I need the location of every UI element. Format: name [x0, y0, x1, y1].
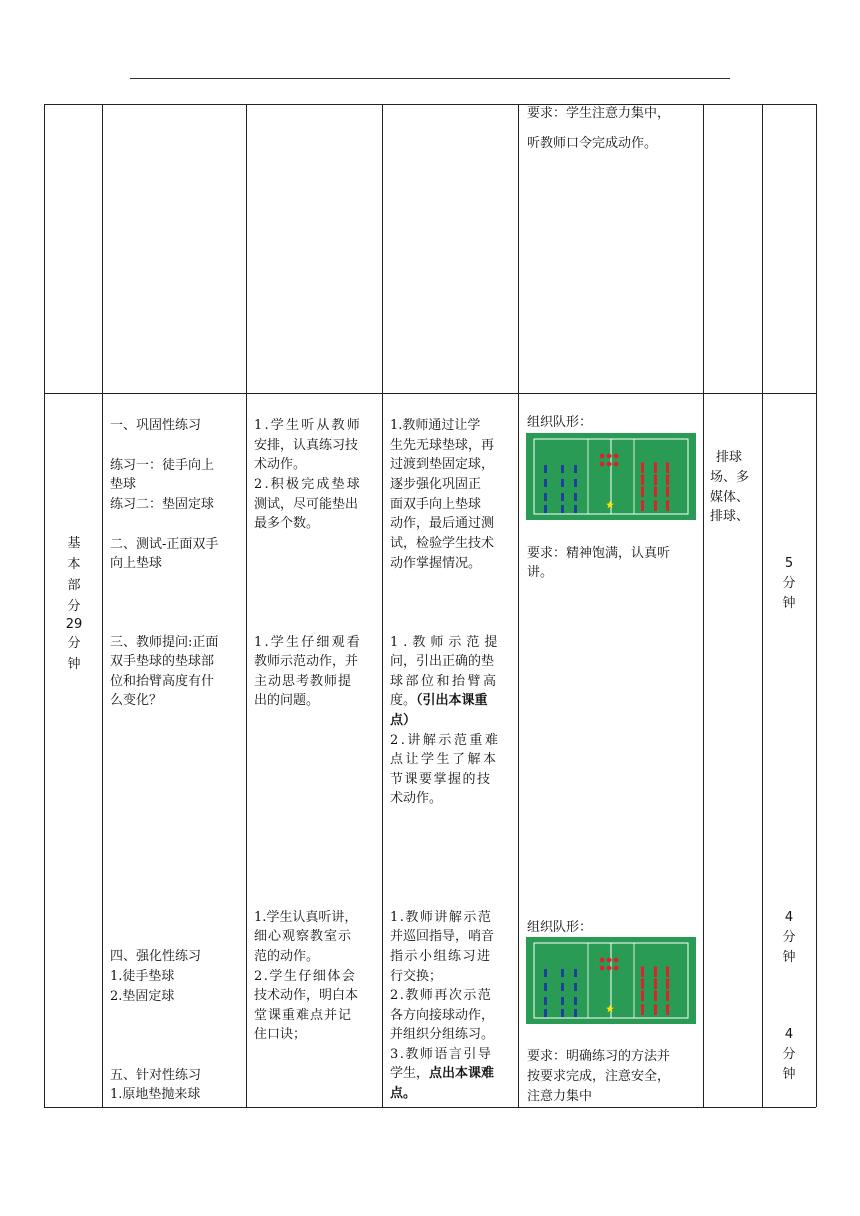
time-value: 4 [784, 910, 794, 925]
blue-student-marker [561, 479, 564, 487]
student-line: 出的问题。 [254, 693, 320, 708]
content-line: 么变化？ [110, 693, 163, 708]
teacher-line: 面双手向上垫球 [390, 497, 482, 512]
red-group-marker [607, 966, 612, 971]
formation-label: 组织队形： [527, 415, 593, 430]
col-line [703, 104, 704, 1107]
blue-student-marker [561, 1009, 564, 1017]
blue-student-marker [574, 479, 577, 487]
student-line: 住口诀； [254, 1027, 307, 1042]
teacher-text: 度。 [390, 693, 417, 708]
student-line: 最多个数。 [254, 516, 320, 531]
row-divider [44, 393, 816, 394]
formation-label: 组织队形： [527, 920, 593, 935]
blue-student-marker [561, 493, 564, 501]
teacher-line: 动作，最后通过测 [390, 516, 495, 531]
teacher-line: 指示小组练习进 [390, 949, 492, 964]
teacher-line: 节课要掌握的技 [390, 772, 492, 787]
requirement-line: 讲。 [527, 565, 554, 580]
content-heading: 五、针对性练习 [110, 1068, 202, 1083]
red-student-head [666, 486, 670, 490]
time-unit: 分 [782, 930, 796, 945]
requirement-line: 要求：明确练习的方法并 [527, 1049, 671, 1064]
student-line: 1.学生仔细观看 [254, 635, 363, 650]
red-student-marker [666, 503, 669, 511]
red-student-head [666, 966, 670, 970]
blue-student-marker [574, 505, 577, 513]
student-line: 术动作。 [254, 457, 307, 472]
col-line [102, 104, 103, 1107]
col-line [382, 104, 383, 1107]
table-border-top [44, 104, 816, 105]
red-group-marker [614, 966, 619, 971]
content-heading: 一、巩固性练习 [110, 418, 202, 433]
red-student-marker [654, 993, 657, 1001]
student-line: 1.学生认真听讲， [254, 910, 358, 925]
red-student-head [654, 978, 658, 982]
red-student-marker [654, 477, 657, 485]
section-label-char: 分 [67, 599, 81, 614]
table-border-bottom [44, 1107, 816, 1108]
student-line: 安排，认真练习技 [254, 438, 359, 453]
col-line [762, 104, 763, 1107]
blue-student-marker [561, 969, 564, 977]
content-line: 练习二：垫固定球 [110, 497, 215, 512]
content-heading: 三、教师提问:正面 [110, 635, 219, 650]
red-student-marker [666, 1007, 669, 1015]
col-line [44, 104, 45, 1107]
teacher-line: 问，引出正确的垫 [390, 654, 495, 669]
red-student-head [641, 500, 645, 504]
equipment-line: 媒体、 [710, 490, 750, 505]
student-line: 2.积极完成垫球 [254, 477, 363, 492]
content-line: 双手垫球的垫球部 [110, 654, 215, 669]
red-student-head [666, 978, 670, 982]
red-group-marker [607, 462, 612, 467]
red-student-marker [641, 981, 644, 989]
content-line: 位和抬臂高度有什 [110, 674, 215, 689]
key-point-highlight: 点） [390, 713, 417, 728]
blue-student-marker [574, 997, 577, 1005]
top-requirement-line: 要求：学生注意力集中， [527, 106, 671, 121]
blue-student-marker [544, 493, 547, 501]
student-line: 1.学生听从教师 [254, 418, 363, 433]
teacher-line: 1.教师讲解示范 [390, 910, 493, 925]
student-line: 测试，尽可能垫出 [254, 497, 359, 512]
red-student-marker [654, 1007, 657, 1015]
teacher-line: 并组织分组练习。 [390, 1027, 495, 1042]
red-student-marker [654, 489, 657, 497]
red-student-marker [666, 993, 669, 1001]
red-group-marker [607, 958, 612, 963]
teacher-line: 行交换； [390, 969, 443, 984]
section-label-char: 分 [67, 636, 81, 651]
blue-student-marker [574, 969, 577, 977]
red-student-head [641, 474, 645, 478]
col-line [518, 104, 519, 1107]
time-unit: 钟 [782, 596, 796, 611]
red-student-marker [666, 969, 669, 977]
blue-student-marker [561, 505, 564, 513]
time-value: 5 [784, 556, 794, 571]
red-student-marker [666, 489, 669, 497]
red-student-head [641, 486, 645, 490]
blue-student-marker [544, 505, 547, 513]
requirement-line: 要求：精神饱满，认真听 [527, 546, 671, 561]
teacher-line: 试，检验学生技术 [390, 536, 495, 551]
red-student-marker [641, 465, 644, 473]
content-line: 1.原地垫抛来球 [110, 1087, 201, 1102]
red-student-head [641, 1004, 645, 1008]
section-label-char: 部 [67, 578, 81, 593]
student-line: 技术动作，明白本 [254, 988, 359, 1003]
time-value: 4 [784, 1027, 794, 1042]
blue-student-marker [544, 1009, 547, 1017]
student-line: 范的动作。 [254, 949, 320, 964]
teacher-text: 学生， [390, 1066, 430, 1081]
teacher-line: 逐步强化巩固正 [390, 477, 482, 492]
red-group-marker [600, 966, 605, 971]
red-student-marker [666, 465, 669, 473]
red-student-marker [641, 1007, 644, 1015]
equipment-line: 排球、 [710, 509, 750, 524]
teacher-line [390, 1064, 494, 1084]
red-student-marker [666, 477, 669, 485]
red-group-marker [600, 454, 605, 459]
content-line: 2.垫固定球 [110, 989, 175, 1004]
teacher-line: 并巡回指导，哨音 [390, 929, 495, 944]
time-unit: 分 [782, 1047, 796, 1062]
red-group-marker [600, 958, 605, 963]
red-student-head [654, 486, 658, 490]
blue-student-marker [544, 969, 547, 977]
section-label-char: 本 [67, 557, 81, 572]
red-group-marker [600, 462, 605, 467]
teacher-line: 点让学生了解本 [390, 752, 499, 767]
blue-student-marker [574, 493, 577, 501]
red-group-marker [607, 454, 612, 459]
red-student-head [641, 462, 645, 466]
red-student-marker [654, 503, 657, 511]
blue-student-marker [561, 465, 564, 473]
red-student-marker [641, 993, 644, 1001]
blue-student-marker [544, 997, 547, 1005]
red-student-marker [654, 969, 657, 977]
content-heading: 四、强化性练习 [110, 949, 202, 964]
red-student-head [654, 474, 658, 478]
content-line: 1.徒手垫球 [110, 969, 175, 984]
time-unit: 分 [782, 576, 796, 591]
red-student-head [666, 990, 670, 994]
key-point-highlight: 点出本课难 [429, 1066, 495, 1081]
requirement-line: 注意力集中 [527, 1089, 593, 1104]
red-student-head [654, 462, 658, 466]
requirement-line: 按要求完成，注意安全， [527, 1069, 671, 1084]
col-line [816, 104, 817, 1107]
blue-student-marker [544, 983, 547, 991]
key-point-highlight: 点。 [390, 1086, 417, 1101]
red-student-marker [641, 969, 644, 977]
teacher-line: 术动作。 [390, 791, 443, 806]
red-student-head [641, 990, 645, 994]
red-student-head [666, 462, 670, 466]
volleyball-court-diagram [526, 937, 696, 1024]
student-line: 主动思考教师提 [254, 674, 353, 689]
teacher-line: 2.教师再次示范 [390, 988, 493, 1003]
red-student-marker [641, 503, 644, 511]
section-label-char: 基 [67, 536, 81, 551]
red-student-head [654, 990, 658, 994]
red-student-head [654, 966, 658, 970]
teacher-line: 球部位和抬臂高 [390, 674, 499, 689]
content-line: 垫球 [110, 477, 137, 492]
red-student-head [654, 1004, 658, 1008]
blue-student-marker [574, 465, 577, 473]
teacher-line: 2.讲解示范重难 [390, 733, 501, 748]
red-student-head [666, 474, 670, 478]
red-student-marker [654, 465, 657, 473]
top-requirement-line: 听教师口令完成动作。 [527, 136, 658, 151]
red-student-head [666, 500, 670, 504]
teacher-line: 动作掌握情况。 [390, 556, 482, 571]
red-student-head [641, 966, 645, 970]
key-point-highlight: （引出本课重 [416, 693, 488, 708]
red-student-head [641, 978, 645, 982]
teacher-line: 3.教师语言引导 [390, 1047, 493, 1062]
time-unit: 钟 [782, 950, 796, 965]
blue-student-marker [574, 983, 577, 991]
time-unit: 钟 [782, 1067, 796, 1082]
blue-student-marker [561, 997, 564, 1005]
blue-student-marker [561, 983, 564, 991]
teacher-line: 1.教师通过让学 [390, 418, 481, 433]
student-line: 堂课重难点并记 [254, 1008, 353, 1023]
blue-student-marker [544, 479, 547, 487]
content-heading: 二、测试-正面双手 [110, 537, 219, 552]
equipment-line: 排球 [716, 450, 743, 465]
volleyball-court-diagram [526, 433, 696, 520]
student-line: 2.学生仔细体会 [254, 969, 357, 984]
red-student-head [654, 500, 658, 504]
blue-student-marker [574, 1009, 577, 1017]
teacher-line: 生先无球垫球，再 [390, 438, 495, 453]
red-student-head [666, 1004, 670, 1008]
red-student-marker [666, 981, 669, 989]
section-label-char: 29 [65, 617, 83, 632]
red-student-marker [641, 489, 644, 497]
teacher-line: 各方向接球动作， [390, 1008, 495, 1023]
red-group-marker [614, 958, 619, 963]
section-label-char: 钟 [67, 657, 81, 672]
col-line [246, 104, 247, 1107]
blue-student-marker [544, 465, 547, 473]
teacher-line [390, 691, 488, 711]
red-group-marker [614, 454, 619, 459]
teacher-line: 过渡到垫固定球， [390, 457, 495, 472]
content-line: 向上垫球 [110, 556, 163, 571]
equipment-line: 场、多 [710, 470, 750, 485]
red-student-marker [654, 981, 657, 989]
student-line: 教师示范动作，并 [254, 654, 359, 669]
teacher-line: 1.教师示范提 [390, 635, 503, 650]
content-line: 练习一：徒手向上 [110, 458, 215, 473]
red-group-marker [614, 462, 619, 467]
red-student-marker [641, 477, 644, 485]
student-line: 细心观察教室示 [254, 929, 353, 944]
